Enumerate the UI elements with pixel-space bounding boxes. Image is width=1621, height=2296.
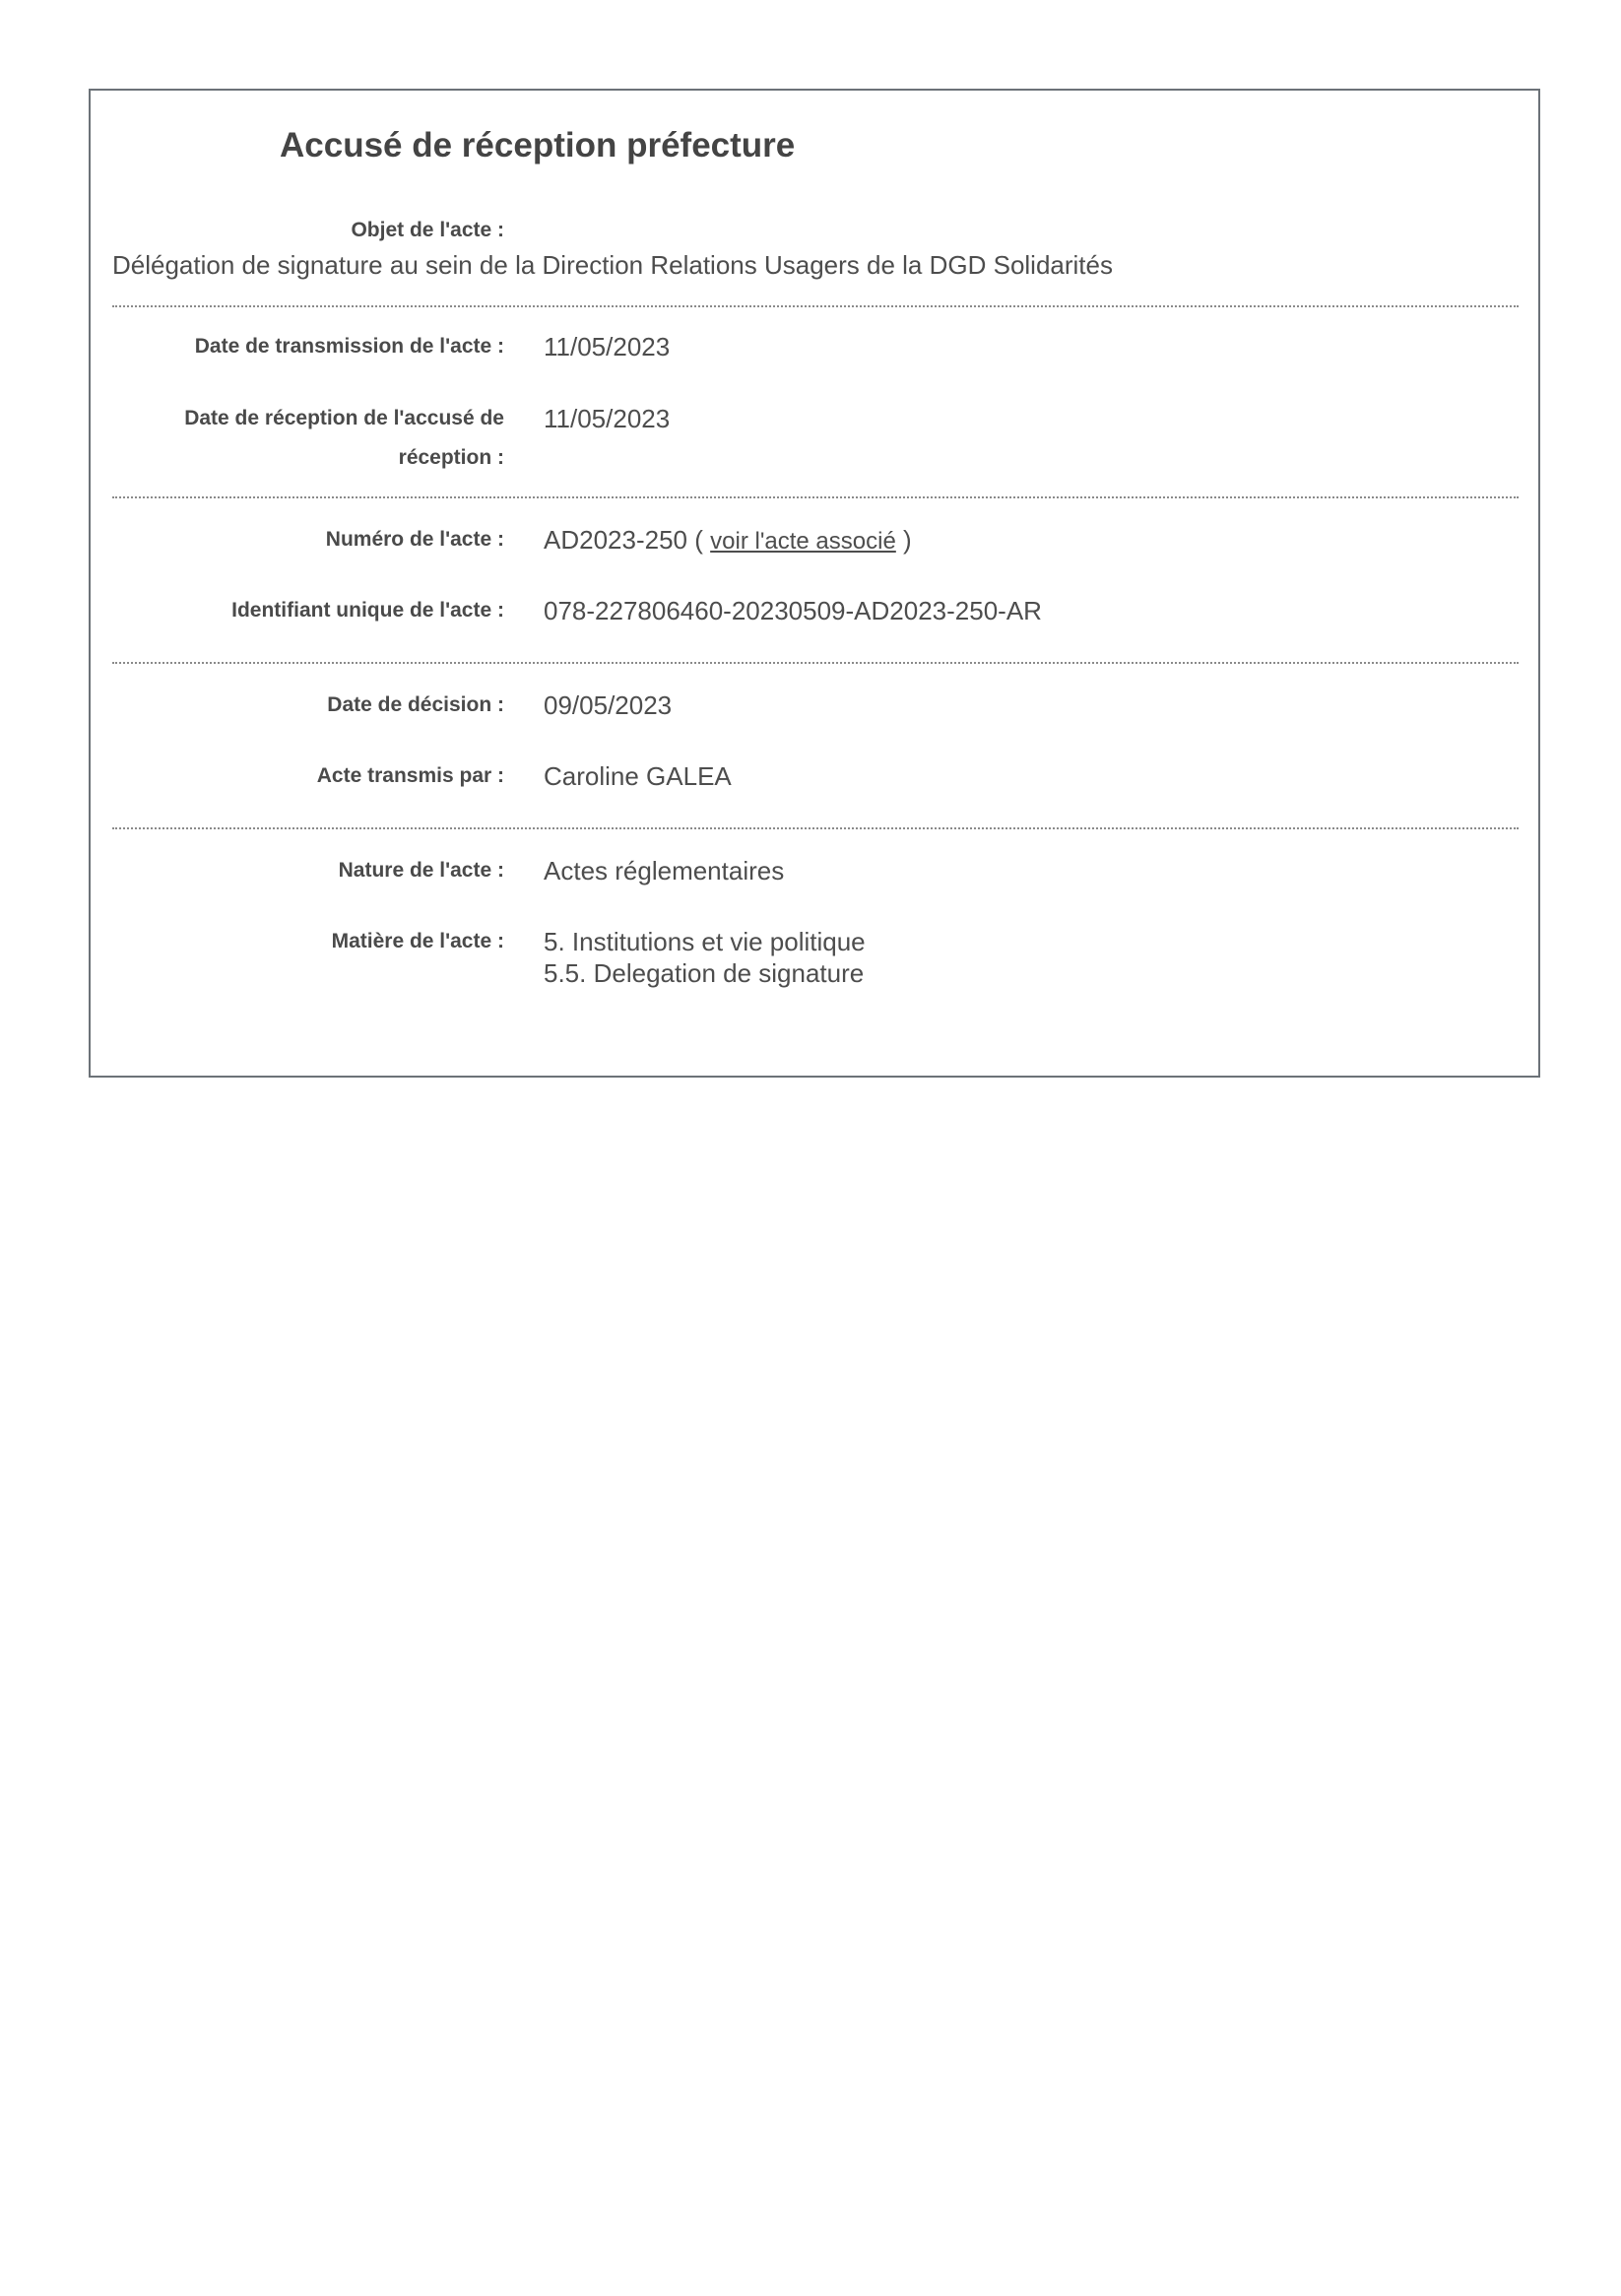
voir-acte-associe-link[interactable]: voir l'acte associé bbox=[710, 528, 896, 555]
open-paren: ( bbox=[694, 525, 703, 555]
matiere-values bbox=[544, 926, 866, 989]
numero-label: Numéro de l'acte : bbox=[325, 528, 504, 551]
separator bbox=[112, 305, 1519, 307]
transmis-par-label: Acte transmis par : bbox=[316, 764, 504, 787]
separator bbox=[112, 827, 1519, 829]
reception-date-label: Date de réception de l'accusé de réception : bbox=[184, 407, 504, 469]
matiere-line: 5.5. Delegation de signature bbox=[544, 958, 865, 988]
matiere-line: 5. Institutions et vie politique bbox=[544, 927, 866, 956]
objet-value: Délégation de signature au sein de la Direction Relations Usagers de la DGD Solidarités bbox=[112, 250, 1113, 280]
identifiant-label: Identifiant unique de l'acte : bbox=[231, 599, 504, 622]
identifiant-value: 078-227806460-20230509-AD2023-250-AR bbox=[544, 596, 1042, 625]
transmission-date-value: 11/05/2023 bbox=[544, 332, 671, 361]
reception-date-value: 11/05/2023 bbox=[544, 404, 671, 433]
page-title: Accusé de réception préfecture bbox=[280, 126, 796, 164]
nature-label: Nature de l'acte : bbox=[338, 859, 504, 882]
separator bbox=[112, 496, 1519, 498]
transmis-par-value: Caroline GALEA bbox=[544, 761, 732, 791]
nature-value: Actes réglementaires bbox=[544, 856, 785, 886]
numero-value: AD2023-250 bbox=[544, 525, 687, 555]
decision-date-value: 09/05/2023 bbox=[544, 690, 673, 720]
objet-label: Objet de l'acte : bbox=[351, 219, 504, 241]
close-paren: ) bbox=[903, 525, 912, 555]
transmission-date-label: Date de transmission de l'acte : bbox=[194, 335, 504, 358]
separator bbox=[112, 662, 1519, 664]
receipt-box bbox=[89, 89, 1540, 1078]
matiere-label: Matière de l'acte : bbox=[331, 930, 504, 952]
numero-row bbox=[544, 524, 912, 558]
decision-date-label: Date de décision : bbox=[327, 693, 504, 716]
